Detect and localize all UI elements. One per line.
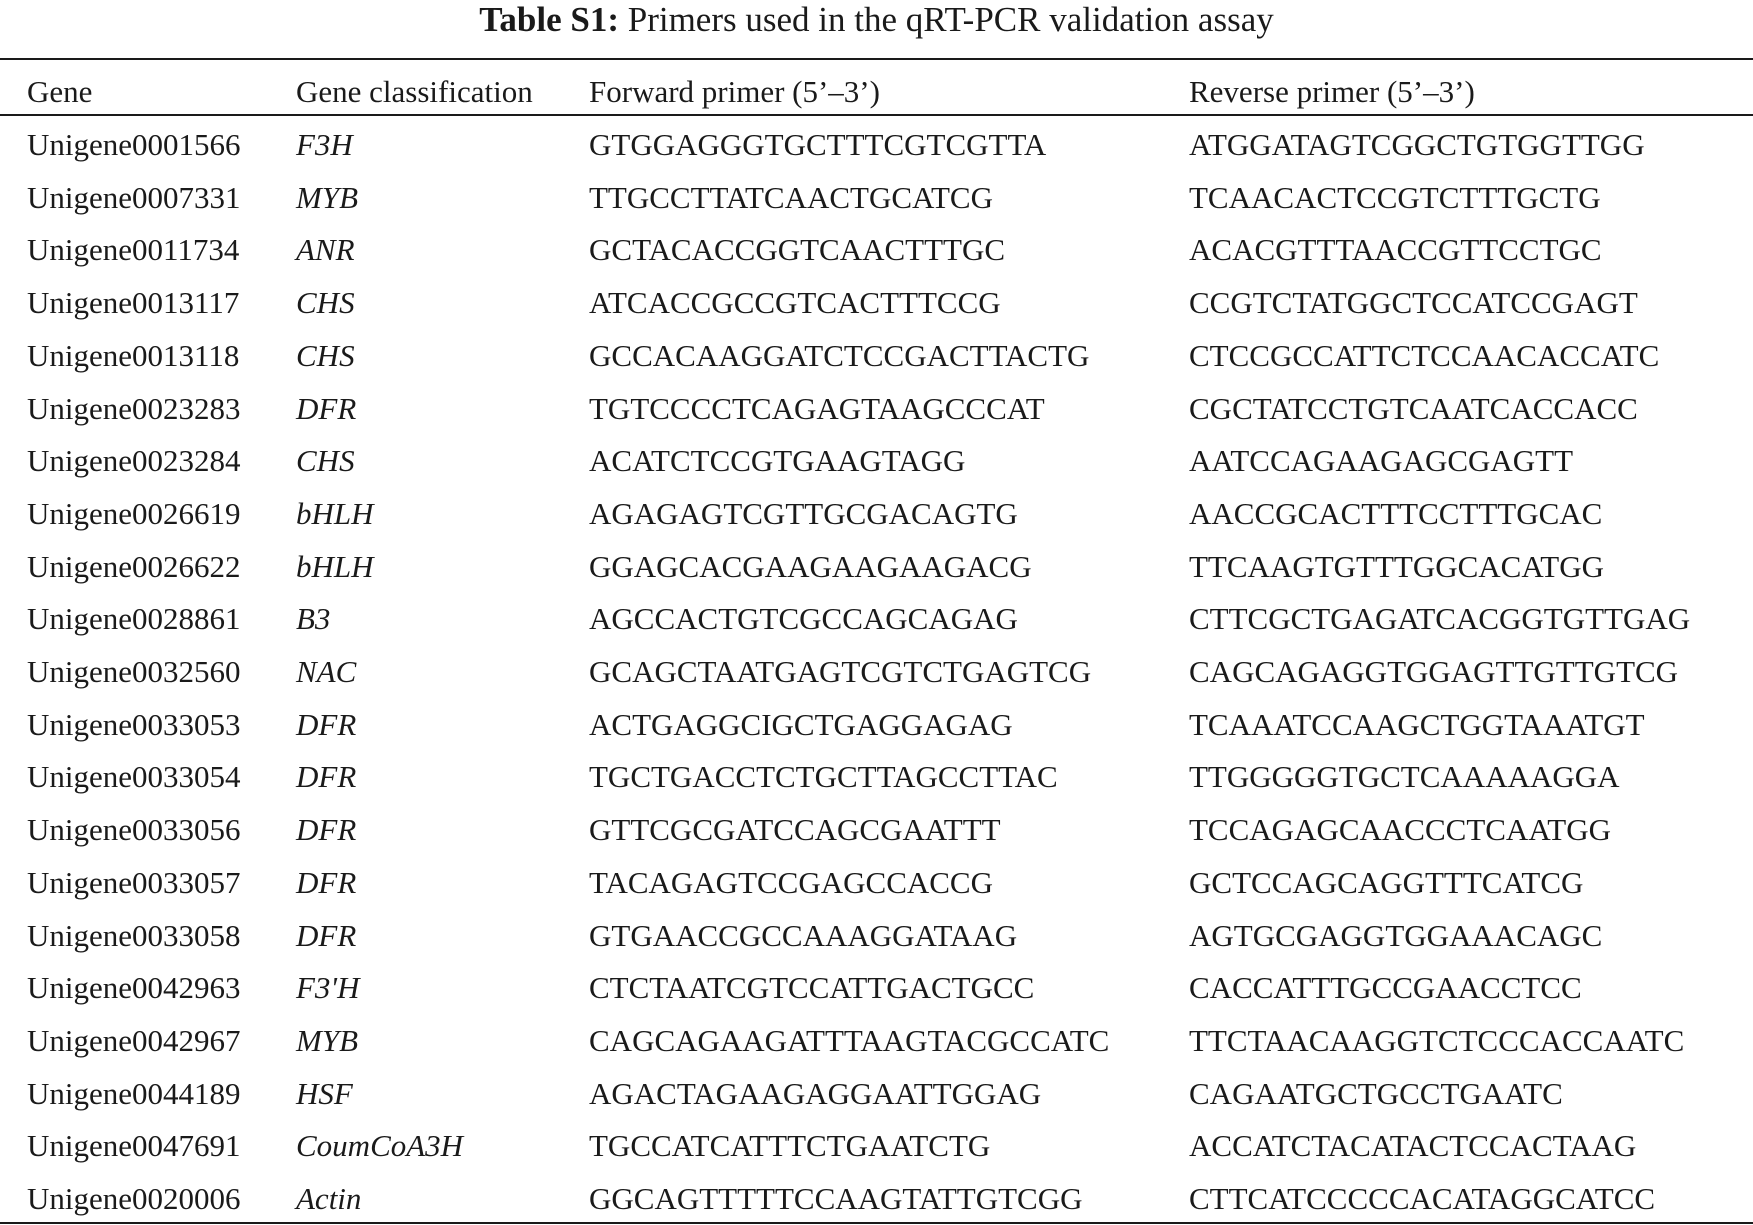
cell-forward-primer: CAGCAGAAGATTTAAGTACGCCATC (589, 1022, 1110, 1058)
cell-classification: NAC (296, 654, 357, 689)
cell-reverse-primer: ACCATCTACATACTCCACTAAG (1189, 1128, 1637, 1164)
cell-reverse-primer: AACCGCACTTTCCTTTGCAC (1189, 495, 1603, 531)
cell-forward-primer: AGCCACTGTCGCCAGCAGAG (589, 601, 1018, 637)
table-row (0, 1173, 1753, 1225)
cell-reverse-primer: ATGGATAGTCGGCTGTGGTTGG (1189, 127, 1645, 162)
cell-gene: Unigene0033058 (27, 917, 241, 953)
table-row (0, 646, 1753, 698)
cell-classification: bHLH (296, 548, 374, 584)
cell-forward-primer: ACTGAGGCIGCTGAGGAGAG (589, 706, 1013, 742)
table-row (0, 119, 1753, 171)
table-row (0, 962, 1753, 1014)
cell-classification: B3 (296, 601, 331, 637)
cell-reverse-primer: TCAAATCCAAGCTGGTAAATGT (1189, 706, 1645, 742)
table-row (0, 1068, 1753, 1120)
cell-classification: F3'H (296, 970, 360, 1006)
cell-classification: MYB (296, 179, 358, 215)
table-row (0, 1120, 1753, 1172)
table-row (0, 541, 1753, 593)
cell-reverse-primer: AGTGCGAGGTGGAAACAGC (1189, 917, 1603, 953)
cell-classification: DFR (296, 812, 357, 848)
cell-gene: Unigene0044189 (27, 1075, 241, 1111)
cell-reverse-primer: CAGCAGAGGTGGAGTTGTTGTCG (1189, 654, 1679, 689)
table-row (0, 1015, 1753, 1067)
cell-classification: HSF (296, 1075, 353, 1111)
header-gene: Gene (27, 74, 93, 109)
cell-forward-primer: GCAGCTAATGAGTCGTCTGAGTCG (589, 654, 1092, 689)
cell-classification: CHS (296, 443, 355, 479)
cell-reverse-primer: TTGGGGGTGCTCAAAAAGGA (1189, 759, 1620, 795)
cell-reverse-primer: AATCCAGAAGAGCGAGTT (1189, 443, 1574, 479)
cell-forward-primer: GTTCGCGATCCAGCGAATTT (589, 812, 1001, 848)
cell-classification: DFR (296, 864, 357, 900)
cell-reverse-primer: CTTCGCTGAGATCACGGTGTTGAG (1189, 601, 1691, 637)
cell-classification: ANR (296, 232, 355, 268)
table-row (0, 751, 1753, 803)
cell-forward-primer: GCCACAAGGATCTCCGACTTACTG (589, 337, 1090, 373)
cell-forward-primer: GGAGCACGAAGAAGAAGACG (589, 548, 1032, 584)
cell-forward-primer: TTGCCTTATCAACTGCATCG (589, 179, 993, 215)
cell-forward-primer: TGTCCCCTCAGAGTAAGCCCAT (589, 390, 1045, 426)
cell-forward-primer: ACATCTCCGTGAAGTAGG (589, 443, 966, 479)
cell-reverse-primer: GCTCCAGCAGGTTTCATCG (1189, 864, 1584, 900)
table-title: Primers used in the qRT-PCR validation assay (627, 0, 1274, 39)
cell-forward-primer: TACAGAGTCCGAGCCACCG (589, 864, 993, 900)
cell-gene: Unigene0032560 (27, 654, 241, 689)
cell-forward-primer: AGACTAGAAGAGGAATTGGAG (589, 1075, 1042, 1111)
table-row (0, 857, 1753, 909)
cell-gene: Unigene0001566 (27, 127, 241, 162)
cell-reverse-primer: TCCAGAGCAACCCTCAATGG (1189, 812, 1611, 848)
cell-forward-primer: GTGGAGGGTGCTTTCGTCGTTA (589, 127, 1047, 162)
table-row (0, 330, 1753, 382)
cell-gene: Unigene0033056 (27, 812, 241, 848)
table-row (0, 699, 1753, 751)
cell-forward-primer: GGCAGTTTTTCCAAGTATTGTCGG (589, 1181, 1083, 1216)
cell-gene: Unigene0033054 (27, 759, 241, 795)
table-row (0, 172, 1753, 224)
cell-reverse-primer: CCGTCTATGGCTCCATCCGAGT (1189, 285, 1638, 321)
header-row (0, 66, 1753, 118)
cell-classification: DFR (296, 917, 357, 953)
cell-forward-primer: TGCTGACCTCTGCTTAGCCTTAC (589, 759, 1058, 795)
cell-gene: Unigene0013118 (27, 337, 240, 373)
table-row (0, 435, 1753, 487)
cell-classification: CHS (296, 337, 355, 373)
cell-gene: Unigene0042963 (27, 970, 241, 1006)
cell-gene: Unigene0028861 (27, 601, 241, 637)
cell-gene: Unigene0023283 (27, 390, 241, 426)
cell-forward-primer: CTCTAATCGTCCATTGACTGCC (589, 970, 1035, 1006)
cell-reverse-primer: CACCATTTGCCGAACCTCC (1189, 970, 1582, 1006)
table-row (0, 804, 1753, 856)
top-rule (0, 58, 1753, 60)
header-reverse-primer: Reverse primer (5’–3’) (1189, 74, 1475, 109)
cell-reverse-primer: TTCAAGTGTTTGGCACATGG (1189, 548, 1605, 584)
cell-reverse-primer: TCAACACTCCGTCTTTGCTG (1189, 179, 1601, 215)
table-label: Table S1: (479, 0, 619, 39)
cell-classification: F3H (296, 127, 353, 162)
cell-reverse-primer: TTCTAACAAGGTCTCCCACCAATC (1189, 1022, 1685, 1058)
cell-gene: Unigene0020006 (27, 1181, 241, 1216)
cell-forward-primer: TGCCATCATTTCTGAATCTG (589, 1128, 991, 1164)
cell-gene: Unigene0013117 (27, 285, 240, 321)
cell-classification: DFR (296, 759, 357, 795)
table-row (0, 593, 1753, 645)
header-classification: Gene classification (296, 74, 533, 109)
cell-classification: MYB (296, 1022, 358, 1058)
table-row (0, 383, 1753, 435)
cell-gene: Unigene0023284 (27, 443, 241, 479)
cell-classification: DFR (296, 390, 357, 426)
cell-reverse-primer: CTTCATCCCCCACATAGGCATCC (1189, 1181, 1656, 1216)
cell-gene: Unigene0047691 (27, 1128, 241, 1164)
cell-forward-primer: ATCACCGCCGTCACTTTCCG (589, 285, 1001, 321)
cell-gene: Unigene0033053 (27, 706, 241, 742)
cell-classification: CHS (296, 285, 355, 321)
cell-gene: Unigene0026622 (27, 548, 241, 584)
cell-classification: bHLH (296, 495, 374, 531)
cell-classification: DFR (296, 706, 357, 742)
cell-reverse-primer: CTCCGCCATTCTCCAACACCATC (1189, 337, 1660, 373)
cell-reverse-primer: CGCTATCCTGTCAATCACCACC (1189, 390, 1638, 426)
table-row (0, 224, 1753, 276)
cell-gene: Unigene0033057 (27, 864, 241, 900)
cell-gene: Unigene0011734 (27, 232, 240, 268)
header-rule (0, 114, 1753, 116)
table-row (0, 277, 1753, 329)
header-forward-primer: Forward primer (5’–3’) (589, 74, 880, 109)
cell-classification: CoumCoA3H (296, 1128, 464, 1164)
cell-reverse-primer: ACACGTTTAACCGTTCCTGC (1189, 232, 1602, 268)
cell-forward-primer: GTGAACCGCCAAAGGATAAG (589, 917, 1018, 953)
cell-forward-primer: GCTACACCGGTCAACTTTGC (589, 232, 1006, 268)
cell-gene: Unigene0026619 (27, 495, 241, 531)
cell-reverse-primer: CAGAATGCTGCCTGAATC (1189, 1075, 1563, 1111)
table-row (0, 910, 1753, 962)
table-caption (0, 0, 1753, 40)
bottom-rule (0, 1222, 1753, 1224)
cell-gene: Unigene0042967 (27, 1022, 241, 1058)
cell-gene: Unigene0007331 (27, 179, 241, 215)
cell-forward-primer: AGAGAGTCGTTGCGACAGTG (589, 495, 1018, 531)
table-row (0, 488, 1753, 540)
cell-classification: Actin (296, 1181, 362, 1216)
